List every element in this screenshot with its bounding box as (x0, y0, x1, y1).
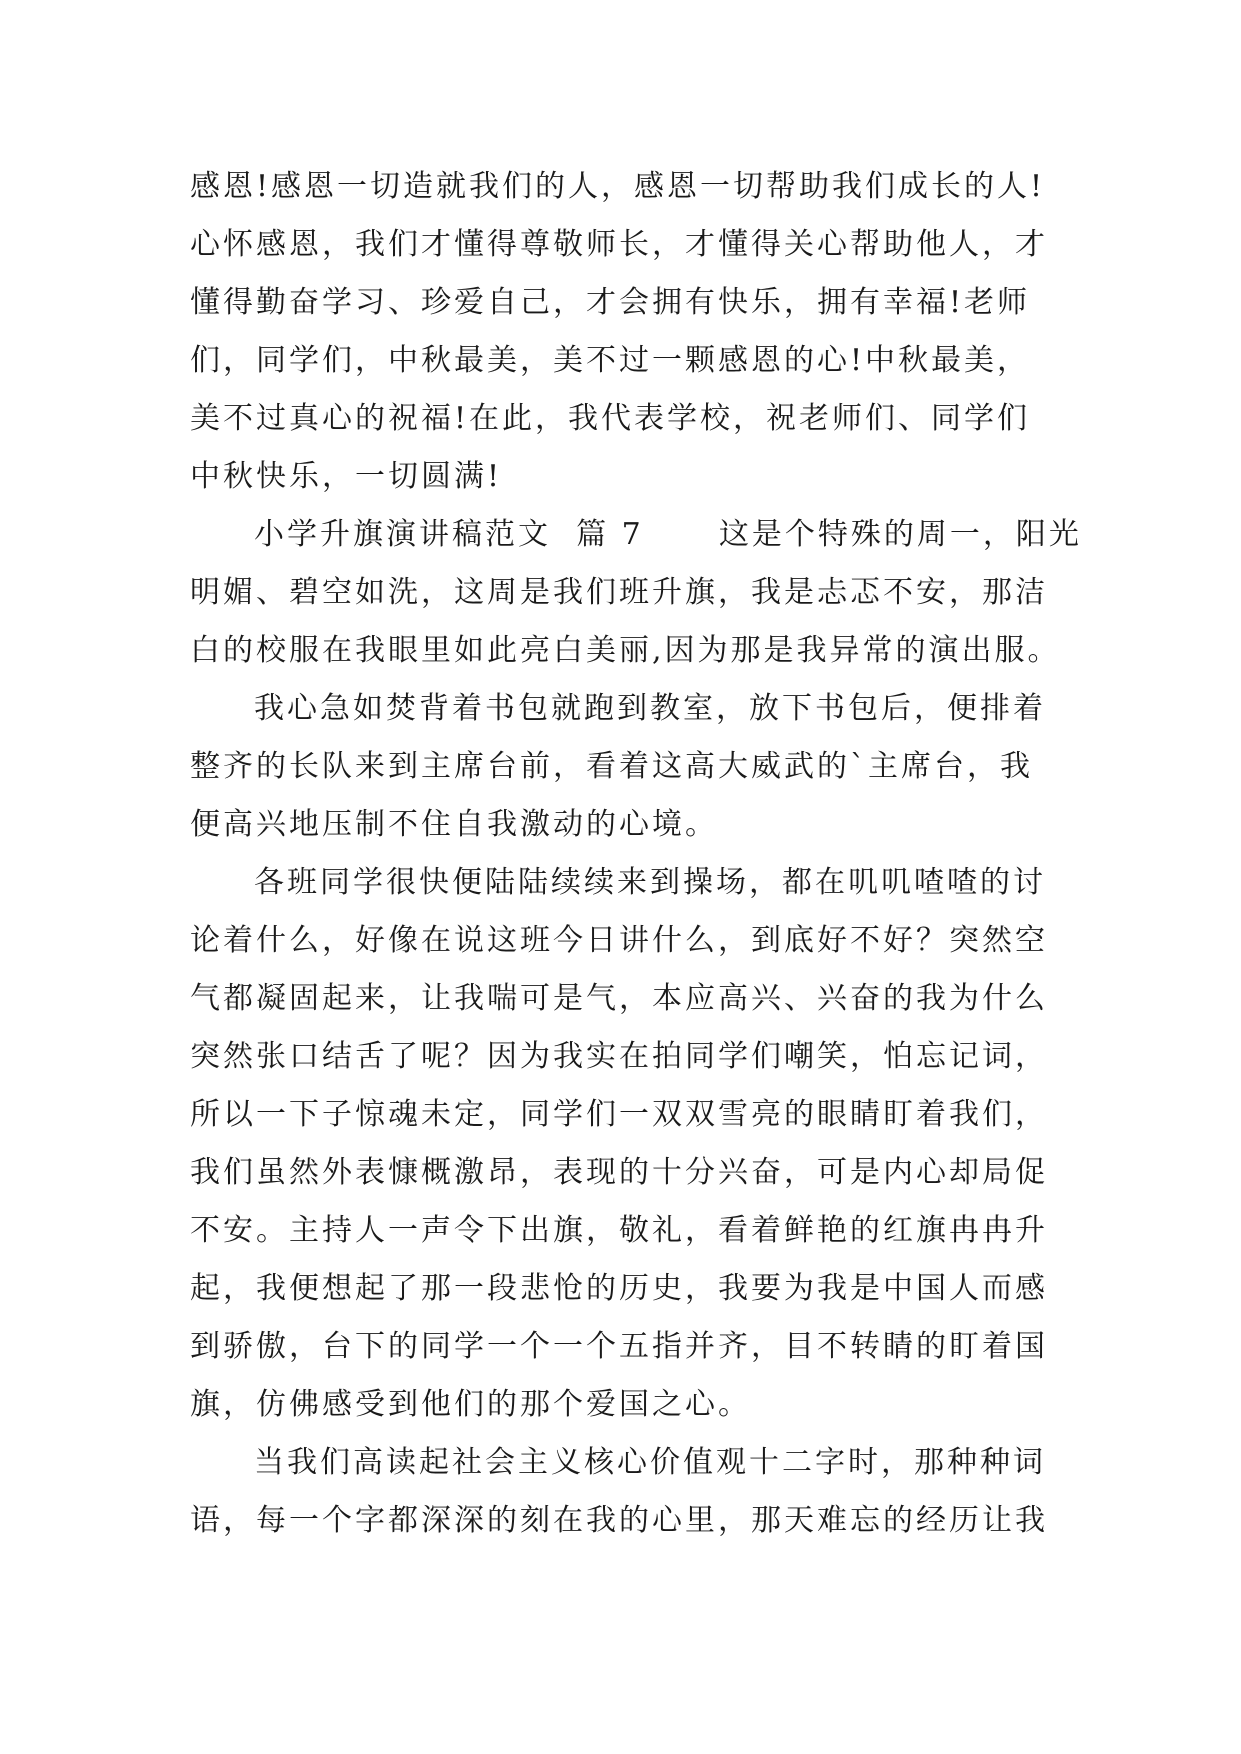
text-line: 论着什么，好像在说这班今日讲什么，到底好不好？突然空 (190, 923, 1048, 958)
text-line: 中秋快乐，一切圆满! (190, 459, 503, 494)
body-text (190, 158, 1082, 1550)
paragraph-start-line: 我心急如焚背着书包就跑到教室，放下书包后，便排着 (254, 691, 1046, 726)
text-line: 整齐的长队来到主席台前，看着这高大威武的`主席台，我 (190, 749, 1033, 784)
text-line: 突然张口结舌了呢？因为我实在拍同学们嘲笑，怕忘记词， (190, 1039, 1048, 1074)
text-line: 便高兴地压制不住自我激动的心境。 (190, 807, 718, 842)
text-line: 我们虽然外表慷概激昂，表现的十分兴奋，可是内心却局促 (190, 1155, 1048, 1190)
text-line: 所以一下子惊魂未定，同学们一双双雪亮的眼睛盯着我们， (190, 1097, 1048, 1132)
paragraph-start-line: 各班同学很快便陆陆续续来到操场，都在叽叽喳喳的讨 (254, 865, 1046, 900)
text-line: 明媚、碧空如洗，这周是我们班升旗，我是忐忑不安，那洁 (190, 575, 1048, 610)
text-line: 们，同学们，中秋最美，美不过一颗感恩的心!中秋最美， (190, 343, 1031, 378)
text-line: 心怀感恩，我们才懂得尊敬师长，才懂得关心帮助他人，才 (190, 227, 1048, 262)
text-line: 不安。主持人一声令下出旗，敬礼，看着鲜艳的红旗冉冉升 (190, 1213, 1048, 1248)
text-line: 懂得勤奋学习、珍爱自己，才会拥有快乐，拥有幸福!老师 (190, 285, 1031, 320)
text-line: 白的校服在我眼里如此亮白美丽,因为那是我异常的演出服。 (190, 633, 1061, 668)
text-line: 到骄傲，台下的同学一个一个五指并齐，目不转睛的盯着国 (190, 1329, 1048, 1364)
section-heading-line: 小学升旗演讲稿范文 篇 7 这是个特殊的周一，阳光 (254, 517, 1082, 552)
text-line: 语，每一个字都深深的刻在我的心里，那天难忘的经历让我 (190, 1503, 1048, 1538)
text-line: 感恩!感恩一切造就我们的人，感恩一切帮助我们成长的人! (190, 169, 1046, 204)
paragraph-start-line: 当我们高读起社会主义核心价值观十二字时，那种种词 (254, 1445, 1046, 1480)
text-line: 气都凝固起来，让我喘可是气，本应高兴、兴奋的我为什么 (190, 981, 1048, 1016)
text-line: 美不过真心的祝福!在此，我代表学校，祝老师们、同学们 (190, 401, 1031, 436)
text-line: 旗，仿佛感受到他们的那个爱国之心。 (190, 1387, 751, 1422)
text-line: 起，我便想起了那一段悲怆的历史，我要为我是中国人而感 (190, 1271, 1048, 1306)
